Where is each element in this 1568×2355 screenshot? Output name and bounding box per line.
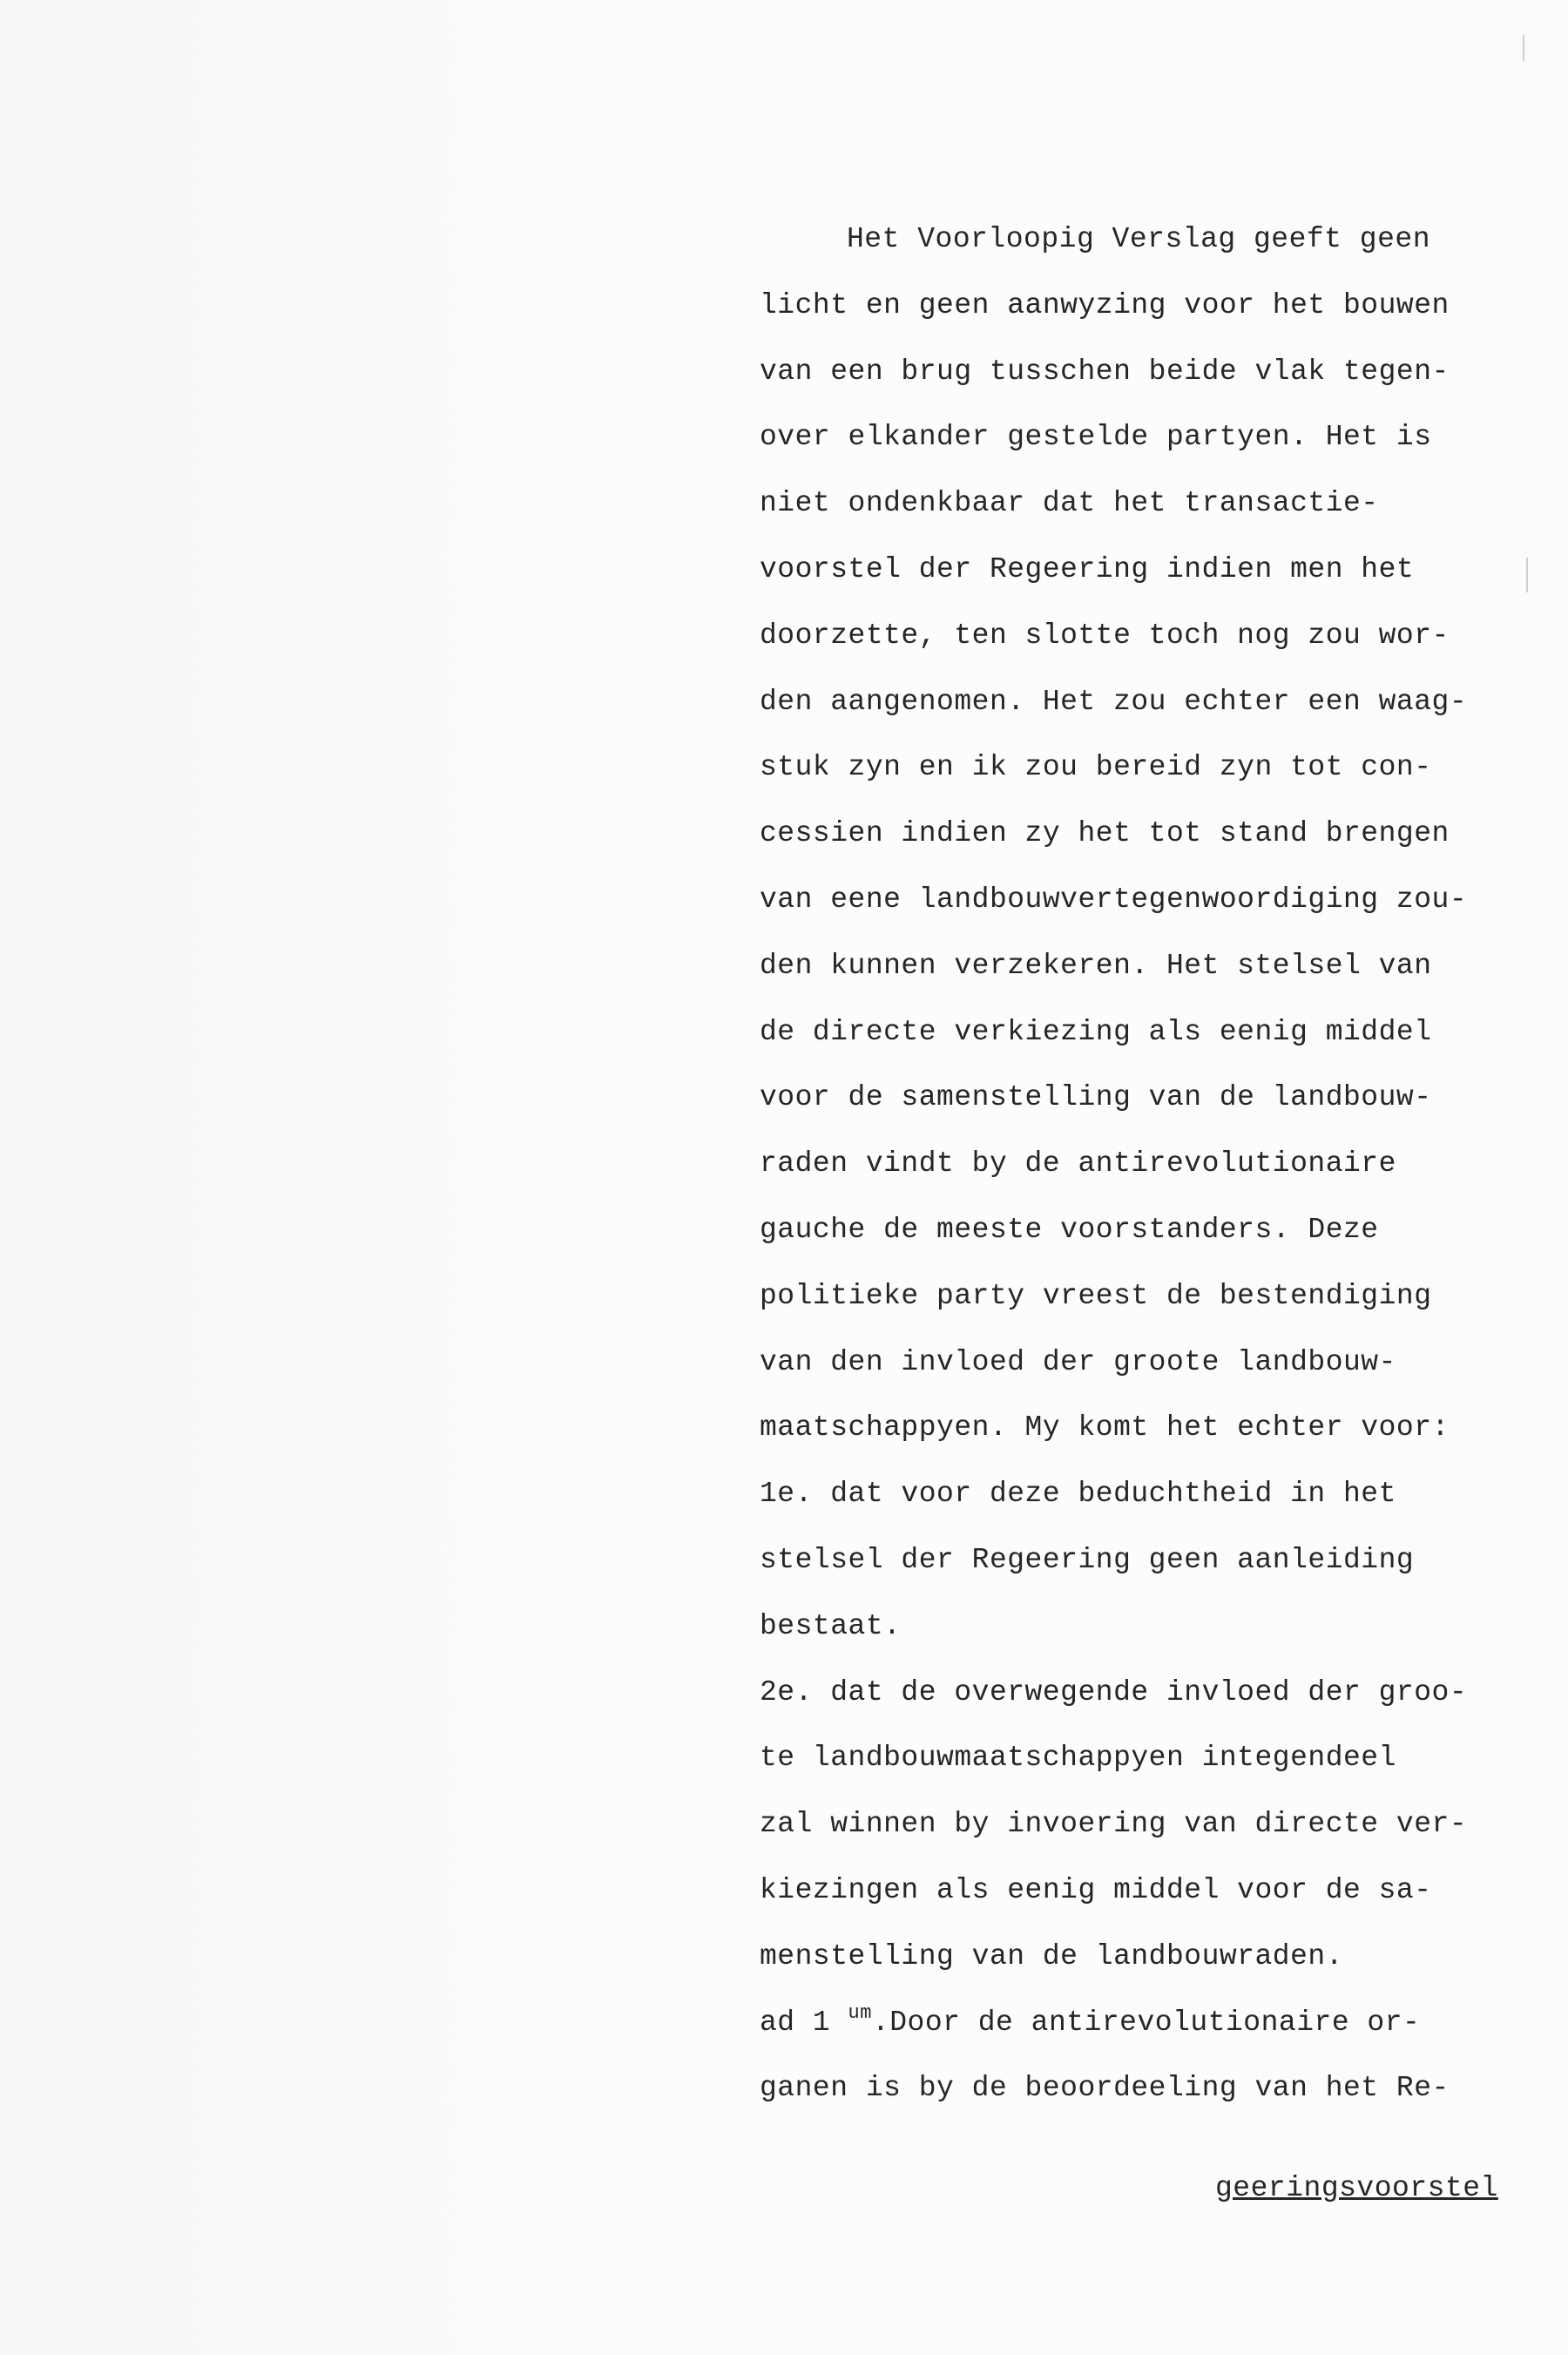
text-line: over elkander gestelde partyen. Het is <box>760 421 1432 454</box>
text-line: stelsel der Regeering geen aanleiding <box>760 1543 1415 1576</box>
text-line: politieke party vreest de bestendiging <box>760 1279 1432 1312</box>
page-edge-mark <box>1523 35 1524 61</box>
text-line: kiezingen als eenig middel voor de sa- <box>760 1873 1432 1906</box>
text-line: ganen is by de beoordeeling van het Re- <box>760 2072 1450 2105</box>
text-line: van een brug tusschen beide vlak tegen- <box>760 355 1450 388</box>
text-line: licht en geen aanwyzing voor het bouwen <box>760 288 1450 321</box>
catchword: geeringsvoorstel <box>1215 2172 1498 2204</box>
text-line: 2e. dat de overwegende invloed der groo- <box>760 1675 1468 1709</box>
text-line: Het Voorloopig Verslag geeft geen <box>847 223 1431 255</box>
text-line: van eene landbouwvertegenwoordiging zou- <box>760 883 1468 916</box>
text-line: bestaat. <box>760 1609 902 1642</box>
text-line: voorstel der Regeering indien men het <box>760 552 1415 585</box>
text-line: voor de samenstelling van de landbouw- <box>760 1081 1432 1114</box>
typed-text-column <box>760 222 1544 2137</box>
ad-prefix: ad 1 <box>760 2006 831 2039</box>
text-line: cessien indien zy het tot stand brengen <box>760 817 1450 850</box>
text-line: te landbouwmaatschappyen integendeel <box>760 1742 1396 1775</box>
ad-rest: .Door de antirevolutionaire or- <box>871 2006 1421 2039</box>
text-line: den kunnen verzekeren. Het stelsel van <box>760 949 1432 982</box>
text-line: doorzette, ten slotte toch nog zou wor- <box>760 619 1450 652</box>
text-line: den aangenomen. Het zou echter een waag- <box>760 685 1468 718</box>
ad-superscript: um <box>848 2001 872 2024</box>
text-line: de directe verkiezing als eenig middel <box>760 1015 1432 1048</box>
text-line: zal winnen by invoering van directe ver- <box>760 1808 1468 1841</box>
text-line: maatschappyen. My komt het echter voor: <box>760 1411 1450 1445</box>
text-line: menstelling van de landbouwraden. <box>760 1939 1344 1973</box>
text-line: raden vindt by de antirevolutionaire <box>760 1147 1396 1181</box>
ad-line <box>760 2001 1544 2072</box>
text-line: gauche de meeste voorstanders. Deze <box>760 1213 1379 1246</box>
text-line: stuk zyn en ik zou bereid zyn tot con- <box>760 751 1432 784</box>
text-line: 1e. dat voor deze beduchtheid in het <box>760 1478 1396 1511</box>
text-line: van den invloed der groote landbouw- <box>760 1345 1396 1378</box>
text-line: niet ondenkbaar dat het transactie- <box>760 487 1379 520</box>
